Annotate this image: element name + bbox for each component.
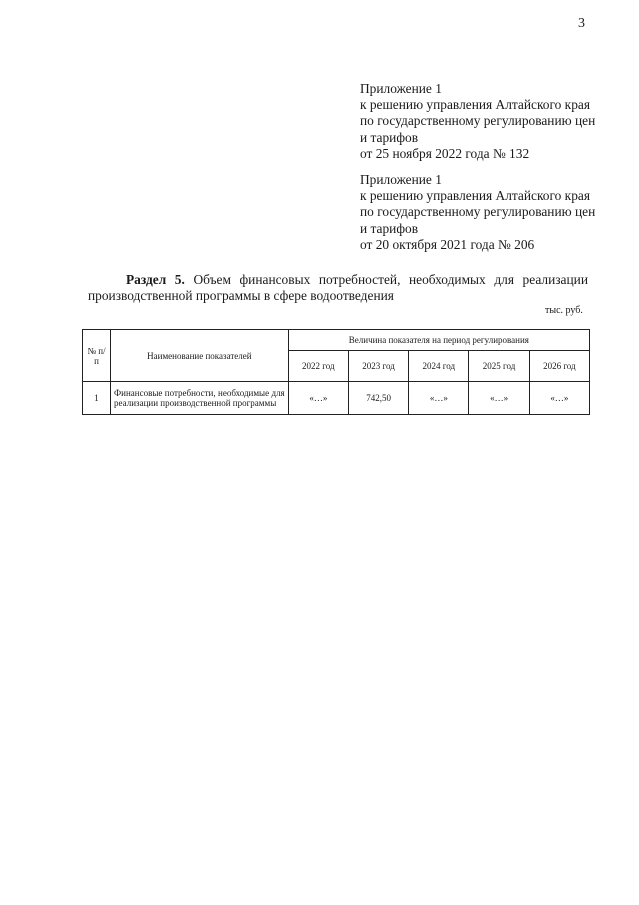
- section-label: Раздел 5.: [126, 272, 185, 287]
- header-year: 2026 год: [529, 351, 589, 382]
- row-value: «…»: [409, 382, 469, 415]
- appendix-line: Приложение 1: [360, 172, 442, 187]
- appendix-line: по государственному регулированию цен: [360, 204, 596, 220]
- header-year: 2025 год: [469, 351, 529, 382]
- page-number: 3: [578, 16, 585, 31]
- appendix-line: и тарифов: [360, 220, 419, 236]
- row-value: «…»: [288, 382, 348, 415]
- appendix-line: к решению управления Алтайского края: [360, 97, 590, 113]
- table-row: [83, 382, 590, 415]
- row-number: 1: [83, 382, 111, 415]
- header-year: 2024 год: [409, 351, 469, 382]
- table-header-row: [83, 330, 590, 351]
- header-name: Наименование показателей: [111, 330, 289, 382]
- appendix-line: от 25 ноября 2022 года № 132: [360, 145, 530, 161]
- row-value: «…»: [469, 382, 529, 415]
- appendix-previous: [360, 172, 610, 253]
- financial-table: [82, 329, 590, 415]
- section-title-line2: производственной программы в сфере водоотведения: [88, 288, 394, 303]
- row-value: «…»: [529, 382, 589, 415]
- header-year: 2022 год: [288, 351, 348, 382]
- appendix-line: к решению управления Алтайского края: [360, 188, 590, 204]
- appendix-line: Приложение 1: [360, 81, 442, 96]
- row-value: 742,50: [348, 382, 408, 415]
- section-title: Объем финансовых потребностей, необходимых для реализации: [193, 272, 588, 287]
- header-number: № п/п: [83, 330, 111, 382]
- appendix-line: и тарифов: [360, 129, 419, 145]
- appendix-current: [360, 81, 610, 162]
- row-name: Финансовые потребности, необходимые для реализации производственной программы: [111, 382, 289, 415]
- section-title-line1: [88, 272, 588, 288]
- section-heading: [88, 272, 588, 304]
- header-year: 2023 год: [348, 351, 408, 382]
- appendix-line: от 20 октября 2021 года № 206: [360, 236, 535, 252]
- appendix-line: по государственному регулированию цен: [360, 113, 596, 129]
- header-period: Величина показателя на период регулирования: [288, 330, 589, 351]
- units-label: тыс. руб.: [545, 305, 583, 316]
